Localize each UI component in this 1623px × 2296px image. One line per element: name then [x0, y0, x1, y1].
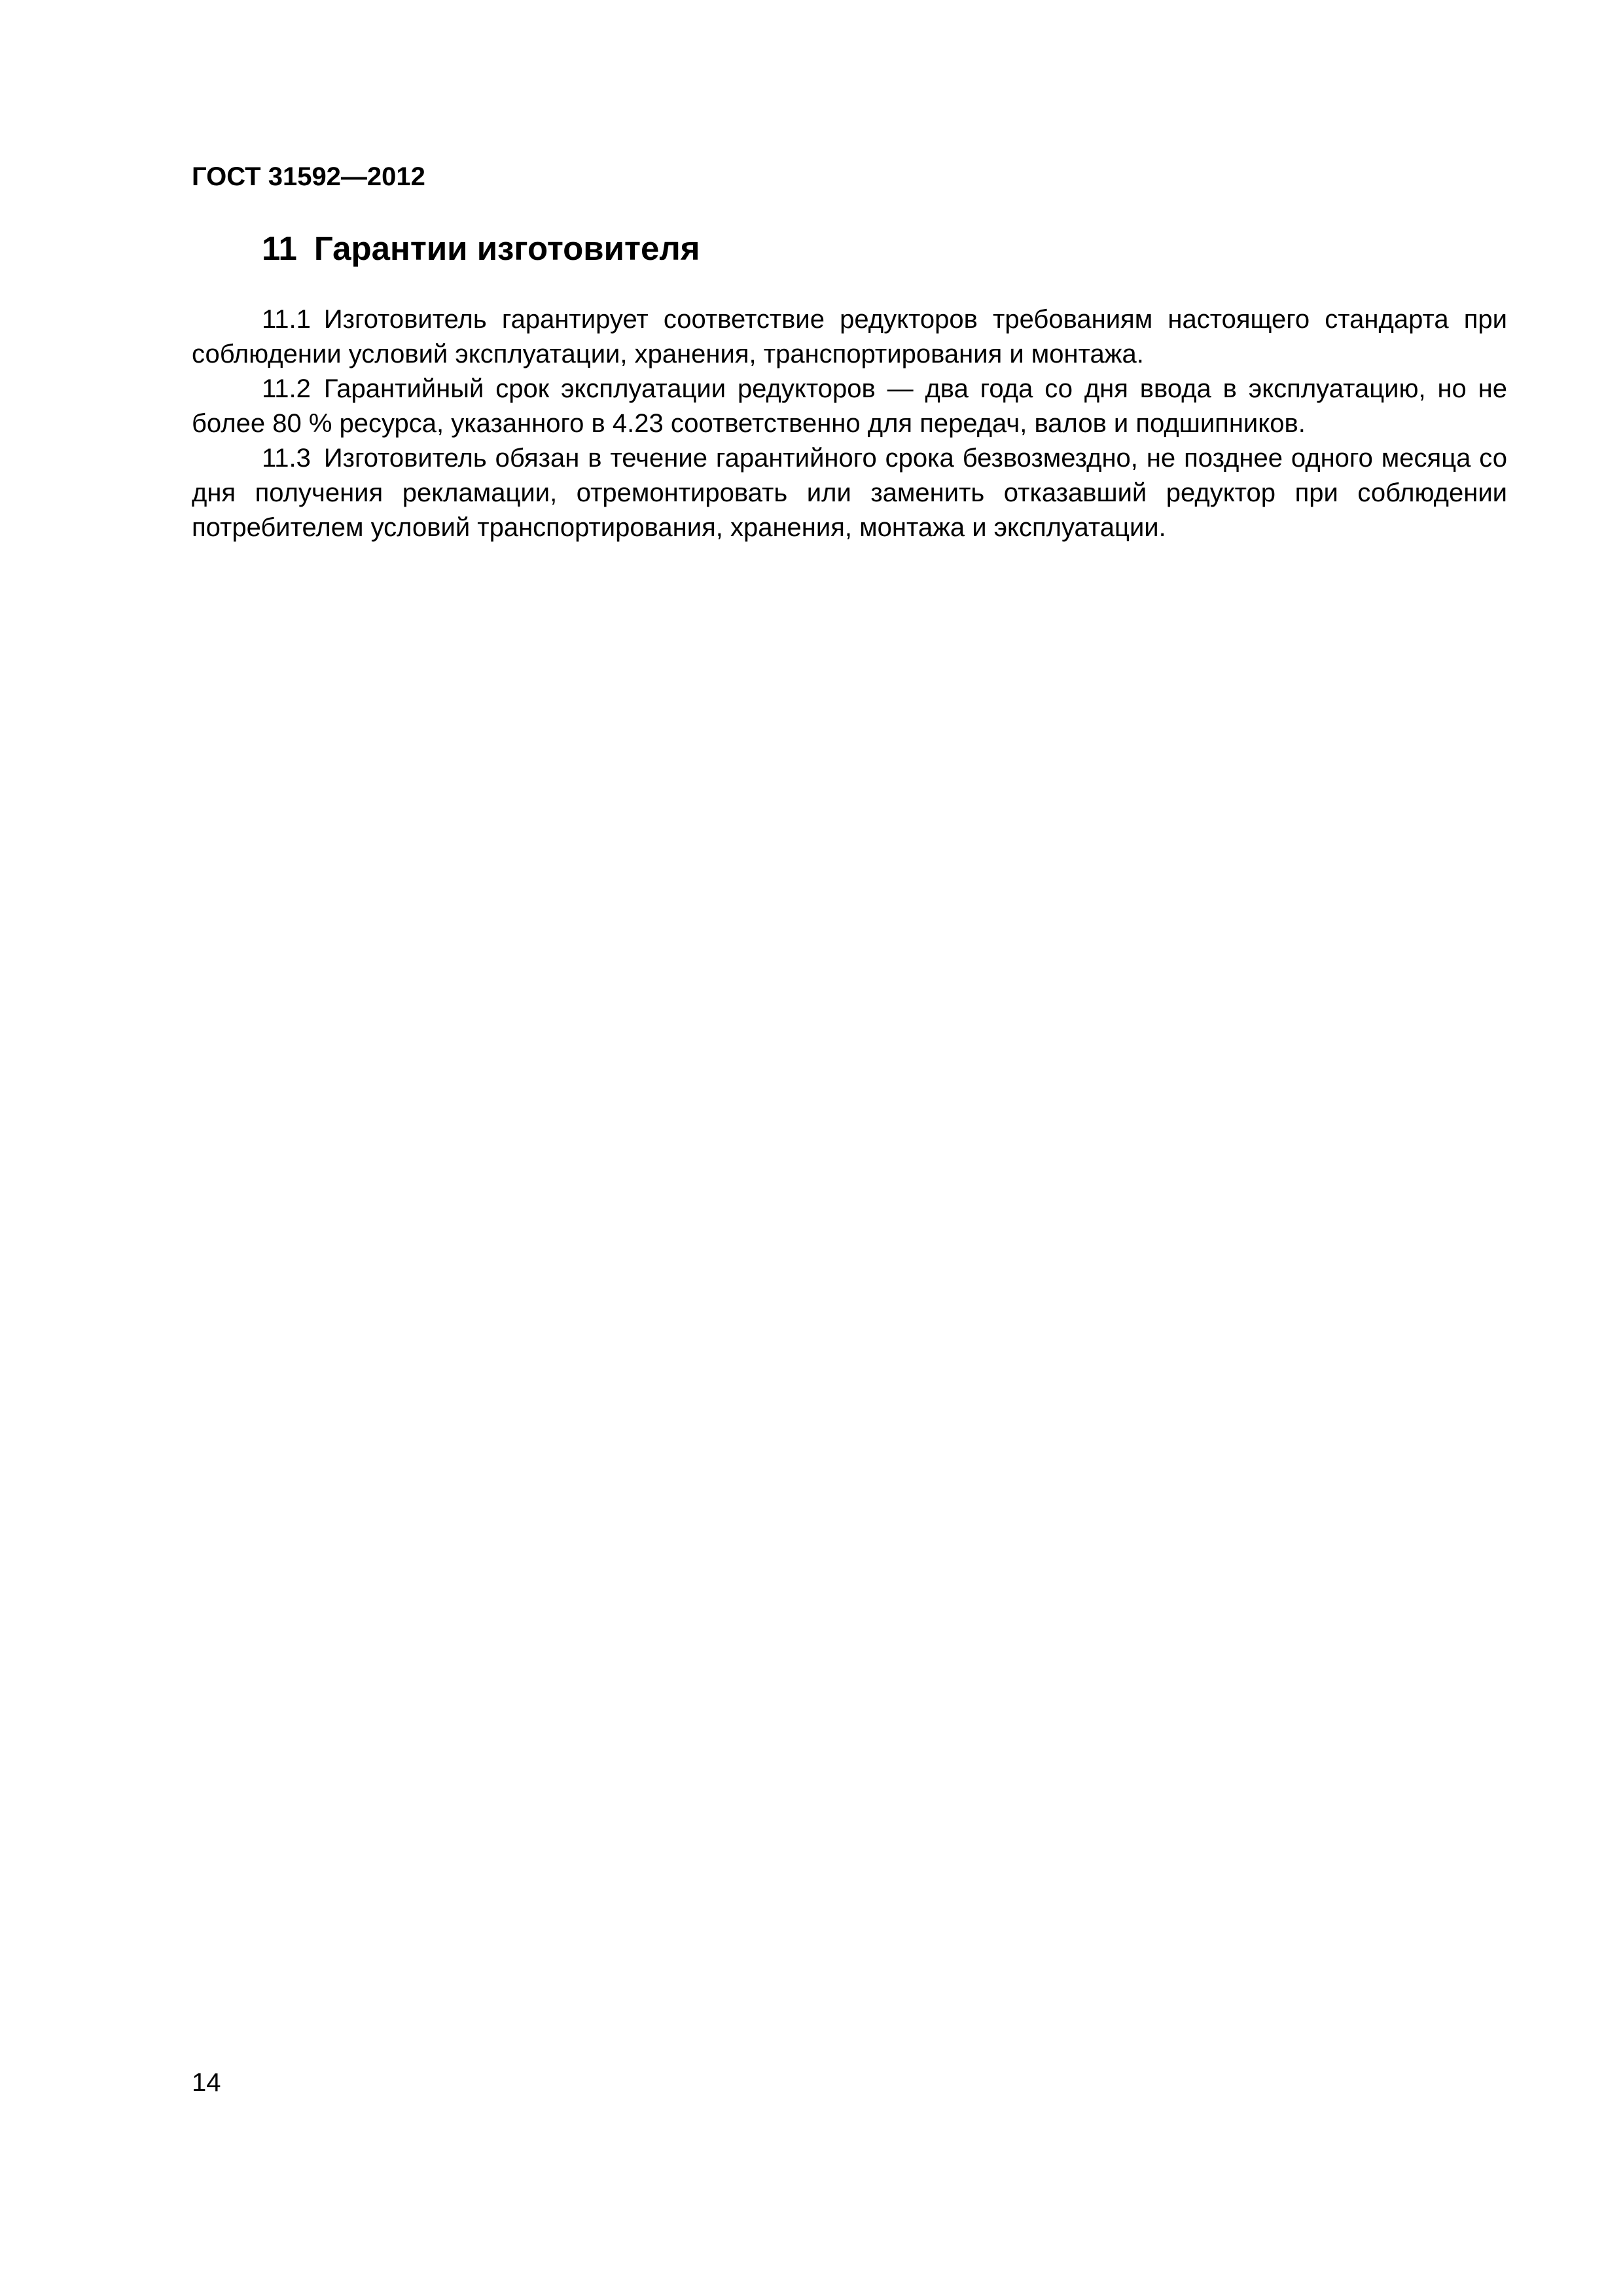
- clause-number: 11.3: [262, 444, 311, 473]
- clause-text: Изготовитель обязан в течение гарантийного срока безвозмездно, не позднее одного месяца со дня получения рекламации, отремонтировать или заменить отказавший редуктор при соблюдении потребителем условий транспортирования, хранения, монтажа и эксплуатации.: [192, 444, 1507, 542]
- document-header: ГОСТ 31592—2012: [192, 162, 425, 191]
- page-number: 14: [192, 2068, 221, 2097]
- clause-paragraph: [192, 372, 1507, 441]
- section-number: 11: [262, 230, 297, 267]
- clause-text: Гарантийный срок эксплуатации редукторов — два года со дня ввода в эксплуатацию, но не более 80 % ресурса, указанного в 4.23 соответственно для передач, валов и подшипников.: [192, 374, 1507, 438]
- clause-paragraph: [192, 441, 1507, 545]
- section-title: Гарантии изготовителя: [313, 230, 700, 267]
- section-body: [192, 302, 1507, 545]
- clause-number: 11.2: [262, 374, 311, 403]
- clause-number: 11.1: [262, 305, 311, 334]
- clause-paragraph: [192, 302, 1507, 372]
- clause-text: Изготовитель гарантирует соответствие редукторов требованиям настоящего стандарта при соблюдении условий эксплуатации, хранения, транспортирования и монтажа.: [192, 305, 1507, 368]
- section-heading: [262, 229, 700, 268]
